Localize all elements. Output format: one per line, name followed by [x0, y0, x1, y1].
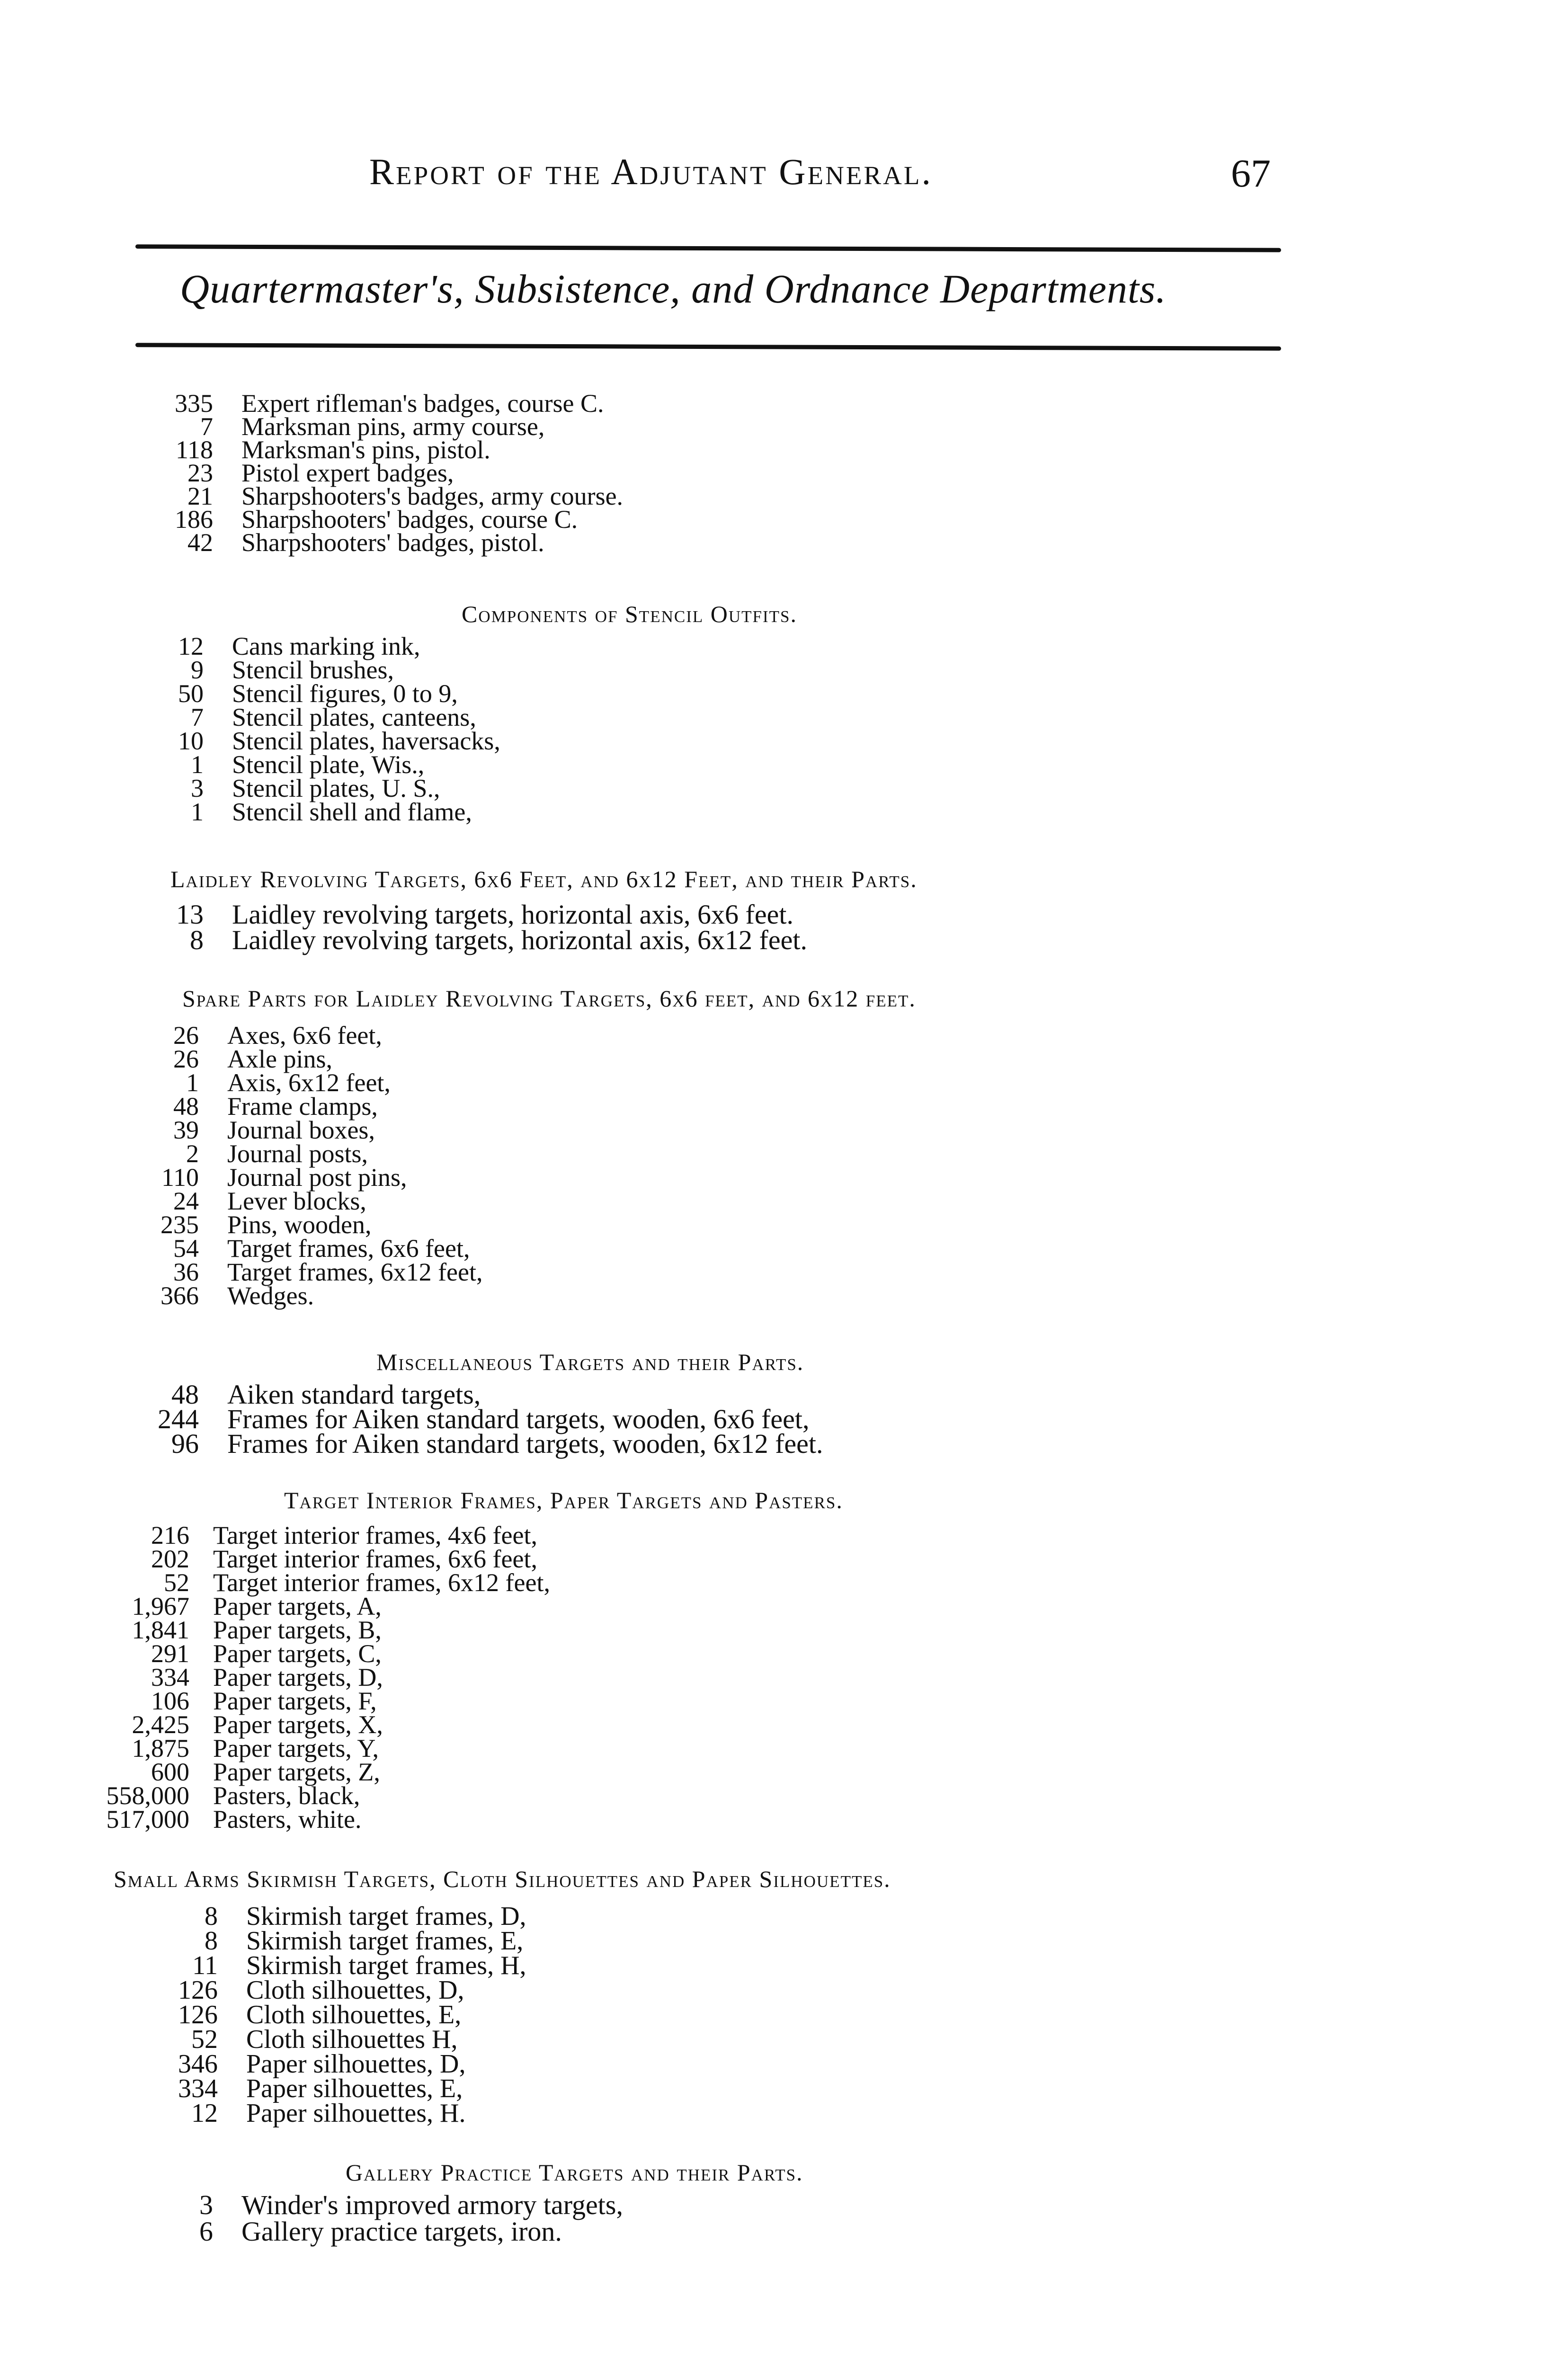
item-quantity: 7	[200, 412, 213, 441]
item-quantity: 24	[173, 1187, 199, 1215]
item-quantity: 517,000	[106, 1805, 189, 1833]
item-quantity: 8	[205, 1926, 218, 1956]
item-quantity: 50	[178, 679, 204, 708]
list-item	[85, 1618, 550, 1642]
item-description: Target interior frames, 6x6 feet,	[213, 1545, 537, 1573]
item-description: Frames for Aiken standard targets, wooden, 6x6 feet,	[227, 1404, 810, 1434]
item-description: Stencil shell and flame,	[232, 798, 472, 826]
list-item	[151, 800, 500, 824]
item-quantity: 9	[191, 656, 204, 684]
list-item	[142, 2101, 526, 2126]
item-quantity: 1	[186, 1068, 199, 1097]
item-description: Aiken standard targets,	[227, 1379, 481, 1410]
item-description: Paper targets, B,	[213, 1616, 382, 1644]
item-description: Lever blocks,	[227, 1187, 366, 1215]
section-title-interior-frames: Target Interior Frames, Paper Targets and Pasters.	[284, 1487, 843, 1513]
department-subheading: Quartermaster's, Subsistence, and Ordnance Departments.	[180, 266, 1167, 311]
interior-frames-list	[85, 1523, 550, 1831]
item-description: Target interior frames, 4x6 feet,	[213, 1521, 537, 1549]
item-quantity: 26	[173, 1045, 199, 1073]
page-number: 67	[1231, 151, 1271, 196]
item-description: Paper silhouettes, D,	[246, 2049, 466, 2079]
item-quantity: 10	[178, 727, 204, 755]
list-item	[142, 1953, 526, 1978]
list-item	[142, 1975, 526, 2005]
item-quantity: 3	[199, 2189, 213, 2220]
item-quantity: 52	[164, 1568, 189, 1597]
section-title-laidley-targets: Laidley Revolving Targets, 6x6 Feet, and 6x12 Feet, and their Parts.	[170, 866, 918, 892]
list-item	[151, 389, 623, 418]
item-description: Paper targets, X,	[213, 1710, 383, 1739]
item-quantity: 21	[187, 482, 213, 510]
list-item	[85, 1807, 550, 1831]
item-description: Wedges.	[227, 1281, 314, 1310]
list-item	[161, 2218, 623, 2245]
list-item	[85, 1736, 550, 1760]
list-item	[142, 1021, 483, 1050]
item-quantity: 346	[178, 2049, 218, 2079]
item-quantity: 42	[187, 528, 213, 557]
item-description: Cloth silhouettes, D,	[246, 1975, 464, 2005]
list-item	[85, 1781, 550, 1810]
list-item	[142, 1428, 823, 1459]
section-title-gallery-practice: Gallery Practice Targets and their Parts.	[346, 2159, 803, 2186]
item-description: Sharpshooters' badges, course C.	[241, 505, 578, 534]
item-quantity: 244	[158, 1404, 199, 1434]
item-description: Target frames, 6x6 feet,	[227, 1234, 470, 1263]
list-item	[85, 1594, 550, 1618]
section-title-miscellaneous-targets: Miscellaneous Targets and their Parts.	[376, 1349, 804, 1375]
list-item	[151, 658, 500, 682]
item-description: Skirmish target frames, D,	[246, 1902, 526, 1931]
item-quantity: 106	[151, 1687, 189, 1715]
list-item	[151, 776, 500, 800]
item-quantity: 39	[173, 1116, 199, 1144]
list-item	[142, 1260, 483, 1284]
list-item	[161, 2189, 623, 2220]
section-title-stencil-outfits: Components of Stencil Outfits.	[462, 601, 797, 627]
item-quantity: 186	[175, 505, 213, 534]
item-quantity: 12	[191, 2099, 218, 2128]
list-item	[151, 705, 500, 729]
item-quantity: 202	[151, 1545, 189, 1573]
list-item	[142, 1139, 483, 1168]
item-quantity: 558,000	[106, 1781, 189, 1810]
list-item	[142, 1189, 483, 1213]
item-quantity: 110	[161, 1163, 199, 1192]
laidley-targets-list	[151, 899, 807, 955]
item-description: Sharpshooters' badges, pistol.	[241, 528, 544, 557]
item-quantity: 291	[151, 1639, 189, 1668]
item-quantity: 118	[176, 436, 213, 464]
list-item	[142, 2027, 526, 2052]
item-quantity: 23	[187, 459, 213, 487]
item-quantity: 96	[171, 1428, 199, 1459]
item-description: Pasters, black,	[213, 1781, 360, 1810]
item-description: Winder's improved armory targets,	[241, 2189, 623, 2220]
list-item	[151, 528, 623, 557]
list-item	[142, 1092, 483, 1121]
list-item	[151, 634, 500, 658]
list-item	[85, 1710, 550, 1739]
list-item	[142, 1163, 483, 1192]
list-item	[85, 1760, 550, 1784]
list-item	[142, 2076, 526, 2101]
item-quantity: 26	[173, 1021, 199, 1050]
list-item	[142, 1047, 483, 1071]
list-item	[142, 1118, 483, 1142]
item-description: Gallery practice targets, iron.	[241, 2216, 562, 2247]
item-quantity: 1	[191, 750, 204, 779]
item-description: Skirmish target frames, H,	[246, 1951, 526, 1980]
item-quantity: 8	[205, 1902, 218, 1931]
list-item	[151, 750, 500, 779]
item-quantity: 126	[178, 1975, 218, 2005]
item-quantity: 2,425	[132, 1710, 189, 1739]
section-title-skirmish-targets: Small Arms Skirmish Targets, Cloth Silhouettes and Paper Silhouettes.	[114, 1866, 891, 1892]
item-quantity: 1,967	[132, 1592, 189, 1620]
list-item	[142, 1281, 483, 1310]
item-description: Laidley revolving targets, horizontal axis, 6x12 feet.	[232, 925, 807, 955]
list-item	[151, 505, 623, 534]
item-description: Cloth silhouettes H,	[246, 2025, 458, 2054]
item-description: Paper silhouettes, E,	[246, 2074, 463, 2103]
item-description: Journal boxes,	[227, 1116, 375, 1144]
item-description: Marksman pins, army course,	[241, 412, 545, 441]
item-description: Axes, 6x6 feet,	[227, 1021, 382, 1050]
list-item	[85, 1568, 550, 1597]
running-header-title: Report of the Adjutant General.	[369, 151, 933, 192]
list-item	[142, 1926, 526, 1956]
list-item	[151, 482, 624, 510]
item-quantity: 334	[178, 2074, 218, 2103]
list-item	[151, 438, 623, 462]
list-item	[142, 2049, 526, 2079]
item-description: Target frames, 6x12 feet,	[227, 1258, 483, 1286]
gallery-practice-list	[161, 2189, 623, 2247]
item-description: Paper targets, D,	[213, 1663, 383, 1691]
item-quantity: 52	[191, 2025, 218, 2054]
spare-parts-list	[142, 1023, 483, 1308]
item-quantity: 7	[191, 703, 204, 731]
list-item	[142, 1210, 483, 1239]
item-quantity: 13	[176, 899, 204, 930]
list-item	[142, 1234, 483, 1263]
item-quantity: 3	[191, 774, 204, 802]
item-quantity: 600	[151, 1758, 189, 1786]
item-description: Expert rifleman's badges, course C.	[241, 389, 604, 418]
item-quantity: 334	[151, 1663, 189, 1691]
list-item	[151, 679, 500, 708]
bottom-rule	[135, 343, 1281, 351]
item-description: Stencil figures, 0 to 9,	[232, 679, 458, 708]
item-quantity: 1,841	[132, 1616, 189, 1644]
item-description: Marksman's pins, pistol.	[241, 436, 490, 464]
item-quantity: 216	[151, 1521, 189, 1549]
item-description: Paper targets, Z,	[213, 1758, 380, 1786]
item-quantity: 335	[175, 389, 213, 418]
list-item	[151, 459, 623, 487]
item-quantity: 366	[160, 1281, 199, 1310]
item-description: Stencil plates, canteens,	[232, 703, 476, 731]
item-quantity: 48	[171, 1379, 199, 1410]
item-quantity: 235	[160, 1210, 199, 1239]
item-description: Paper targets, Y,	[213, 1734, 379, 1762]
list-item	[85, 1689, 550, 1713]
item-description: Paper targets, A,	[213, 1592, 382, 1620]
item-description: Stencil plates, U. S.,	[232, 774, 440, 802]
item-description: Sharpshooters's badges, army course.	[241, 482, 624, 510]
item-quantity: 6	[199, 2216, 213, 2247]
stencil-outfits-list	[151, 634, 500, 824]
item-quantity: 2	[186, 1139, 199, 1168]
item-description: Laidley revolving targets, horizontal axis, 6x6 feet.	[232, 899, 793, 930]
item-description: Target interior frames, 6x12 feet,	[213, 1568, 550, 1597]
item-description: Pistol expert badges,	[241, 459, 454, 487]
item-description: Cloth silhouettes, E,	[246, 2000, 462, 2029]
item-quantity: 1	[191, 798, 204, 826]
item-description: Stencil plate, Wis.,	[232, 750, 425, 779]
item-description: Pasters, white.	[213, 1805, 362, 1833]
list-item	[151, 927, 807, 953]
item-description: Stencil brushes,	[232, 656, 394, 684]
item-description: Paper silhouettes, H.	[246, 2099, 466, 2128]
top-rule	[135, 244, 1281, 252]
item-description: Paper targets, F,	[213, 1687, 377, 1715]
list-item	[85, 1523, 550, 1547]
item-quantity: 54	[173, 1234, 199, 1263]
item-quantity: 126	[178, 2000, 218, 2029]
miscellaneous-targets-list	[142, 1379, 823, 1459]
list-item	[151, 899, 807, 930]
item-quantity: 48	[173, 1092, 199, 1121]
item-description: Skirmish target frames, E,	[246, 1926, 524, 1956]
section-title-spare-parts: Spare Parts for Laidley Revolving Targets, 6x6 feet, and 6x12 feet.	[182, 985, 916, 1012]
item-description: Axis, 6x12 feet,	[227, 1068, 391, 1097]
list-item	[142, 2002, 526, 2027]
item-quantity: 12	[178, 632, 204, 660]
item-description: Frame clamps,	[227, 1092, 378, 1121]
badges-list	[151, 389, 624, 557]
item-description: Journal posts,	[227, 1139, 368, 1168]
list-item	[85, 1547, 550, 1571]
list-item	[142, 1068, 483, 1097]
list-item	[85, 1639, 550, 1668]
list-item	[85, 1665, 550, 1689]
skirmish-targets-list	[142, 1904, 526, 2126]
item-description: Pins, wooden,	[227, 1210, 372, 1239]
item-quantity: 8	[190, 925, 204, 955]
list-item	[142, 1904, 526, 1929]
item-quantity: 11	[192, 1951, 218, 1980]
item-description: Axle pins,	[227, 1045, 332, 1073]
item-quantity: 36	[173, 1258, 199, 1286]
item-description: Cans marking ink,	[232, 632, 420, 660]
item-description: Frames for Aiken standard targets, wooden, 6x12 feet.	[227, 1428, 823, 1459]
list-item	[151, 412, 623, 441]
item-description: Journal post pins,	[227, 1163, 407, 1192]
list-item	[151, 729, 500, 753]
item-quantity: 1,875	[132, 1734, 189, 1762]
item-description: Stencil plates, haversacks,	[232, 727, 500, 755]
item-description: Paper targets, C,	[213, 1639, 382, 1668]
